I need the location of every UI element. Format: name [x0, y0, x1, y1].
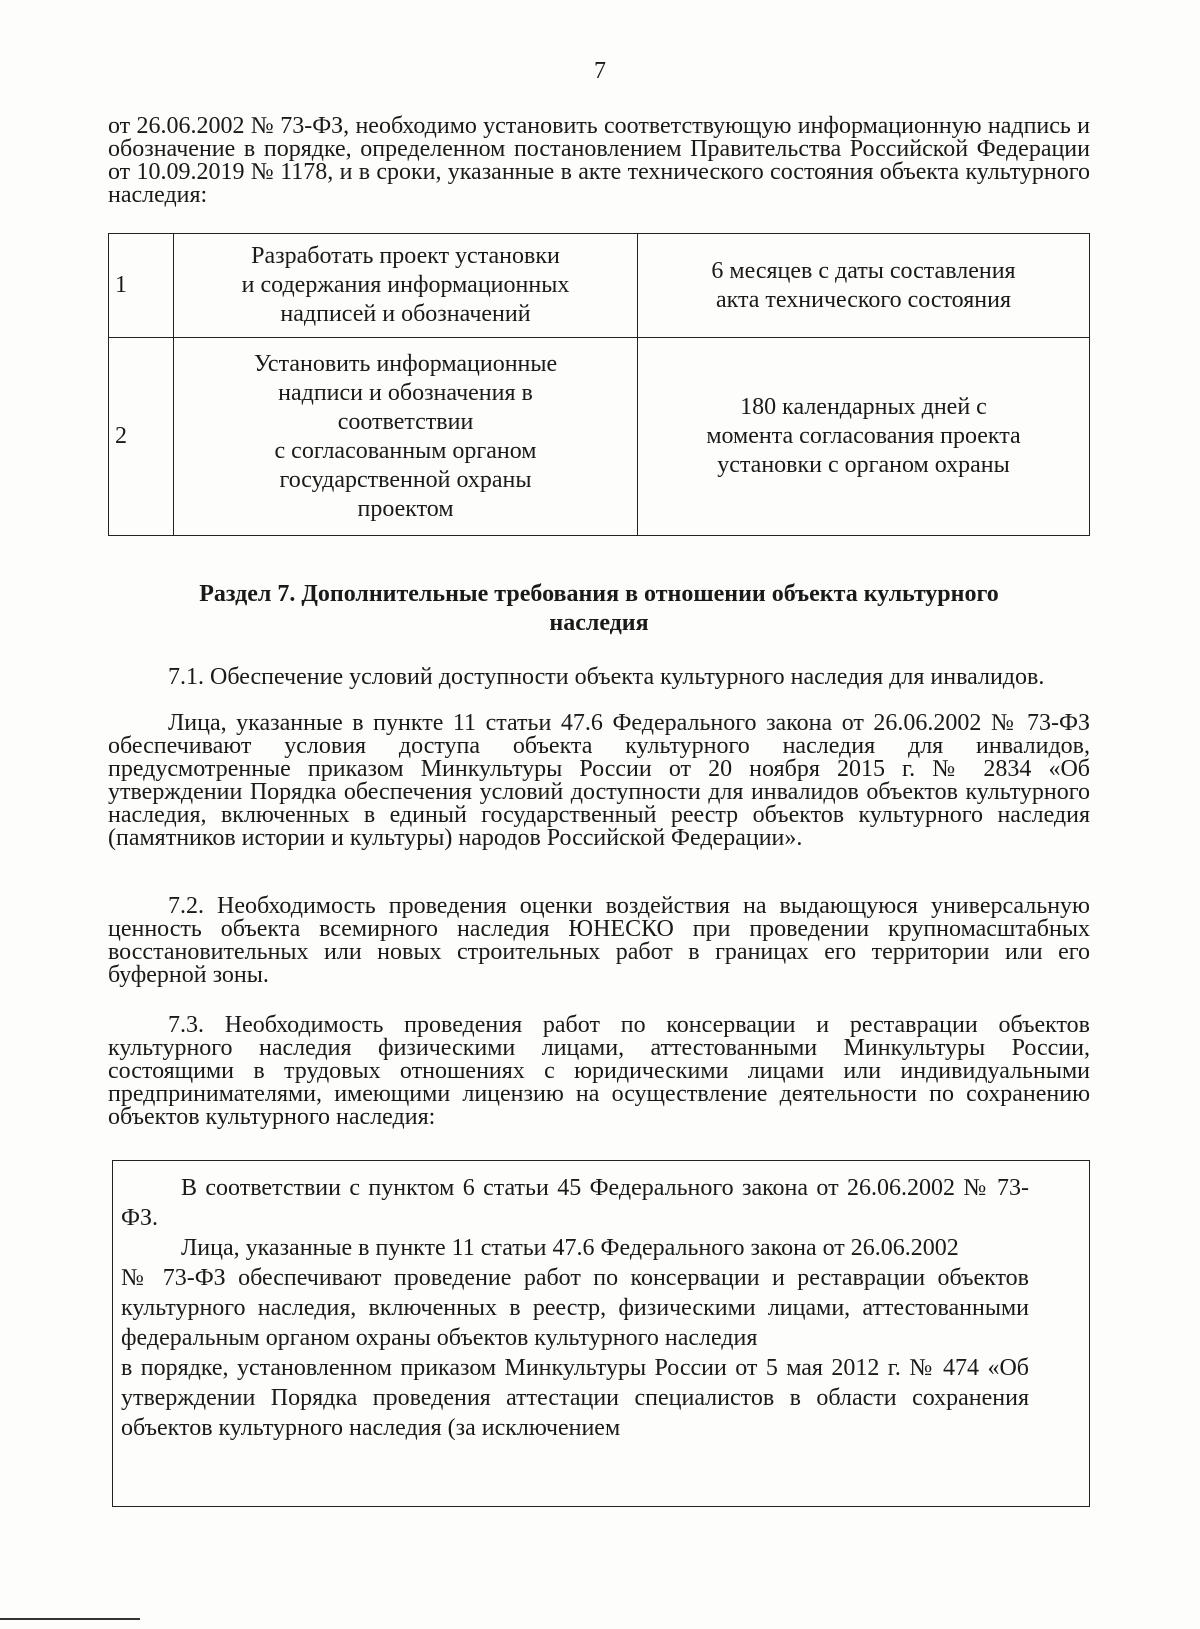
task-line: с согласованным органом: [274, 437, 537, 464]
paragraph-7-1: 7.1. Обеспечение условий доступности объекта культурного наследия для инвалидов.: [168, 664, 1045, 690]
task-line: надписи и обозначения в: [278, 379, 533, 406]
task-line: государственной охраны: [279, 466, 532, 493]
row-number: 2: [109, 338, 174, 536]
section-title: [108, 580, 1090, 638]
section-title-line: Раздел 7. Дополнительные требования в отношении объекта культурного: [199, 581, 999, 607]
tasks-table: [108, 233, 1090, 536]
row-number: 1: [109, 234, 174, 338]
task-line: и содержания информационных: [241, 272, 570, 298]
footer-rule: [0, 1618, 140, 1620]
paragraph-7-3: 7.3. Необходимость проведения работ по консервации и реставрации объектов культурного наследия физическими лицами, аттестованными Минкультуры России, состоящими в трудовых отношениях с юридическими лицами или индивидуальными предпринимателями, имеющими лицензию на осуществление деятельности по сохранению объектов культурного наследия:: [108, 1012, 1090, 1130]
task-cell: [174, 234, 638, 338]
deadline-line: акта технического состояния: [716, 286, 1011, 313]
deadline-cell: [638, 338, 1090, 536]
task-line: проектом: [357, 495, 454, 522]
deadline-cell: [638, 234, 1090, 338]
page-number: 7: [594, 58, 606, 84]
section-title-line: наследия: [549, 610, 649, 636]
boxed-paragraph: В соответствии с пунктом 6 статьи 45 Федерального закона от 26.06.2002 № 73-ФЗ.: [121, 1175, 1029, 1231]
task-line: соответствии: [337, 408, 474, 435]
task-line: Установить информационные: [253, 350, 558, 377]
table-row: [109, 338, 1090, 536]
task-line: Разработать проект установки: [251, 243, 560, 269]
task-cell: [174, 338, 638, 536]
intro-paragraph: от 26.06.2002 № 73-ФЗ, необходимо установить соответствующую информационную надпись и обозначение в порядке, определенном постановлением Правительства Российской Федерации от 10.09.2019 № 1178, и в сроки, указанные в акте технического состояния объекта культурного наследия:: [108, 113, 1090, 208]
task-line: надписей и обозначений: [280, 301, 531, 327]
deadline-line: установки с органом охраны: [717, 452, 1010, 478]
deadline-line: 180 календарных дней с: [740, 394, 987, 420]
boxed-paragraph: в порядке, установленном приказом Минкультуры России от 5 мая 2012 г. № 474 «Об утверждении Порядка проведения аттестации специалистов в области сохранения объектов культурного наследия (за исключением: [121, 1355, 1029, 1441]
paragraph-7-1-body: Лица, указанные в пункте 11 статьи 47.6 Федерального закона от 26.06.2002 № 73-ФЗ обеспечивают условия доступа объекта культурного наследия для инвалидов, предусмотренные приказом Минкультуры России от 20 ноября 2015 г. № 2834 «Об утверждении Порядка обеспечения условий доступности для инвалидов объектов культурного наследия, включенных в единый государственный реестр объектов культурного наследия (памятников истории и культуры) народов Российской Федерации».: [108, 710, 1090, 851]
table-row: [109, 234, 1090, 338]
boxed-paragraph: № 73-ФЗ обеспечивают проведение работ по консервации и реставрации объектов культурного наследия, включенных в реестр, физическими лицами, аттестованными федеральным органом охраны объектов культурного наследия: [121, 1265, 1029, 1351]
deadline-line: 6 месяцев с даты составления: [711, 257, 1016, 284]
paragraph-7-2: 7.2. Необходимость проведения оценки воздействия на выдающуюся универсальную ценность объекта всемирного наследия ЮНЕСКО при проведении крупномасштабных восстановительных или новых строительных работ в границах его территории или его буферной зоны.: [108, 893, 1090, 988]
boxed-text: [112, 1160, 1090, 1507]
deadline-line: момента согласования проекта: [706, 423, 1021, 449]
boxed-paragraph: Лица, указанные в пункте 11 статьи 47.6 Федерального закона от 26.06.2002: [181, 1235, 959, 1261]
